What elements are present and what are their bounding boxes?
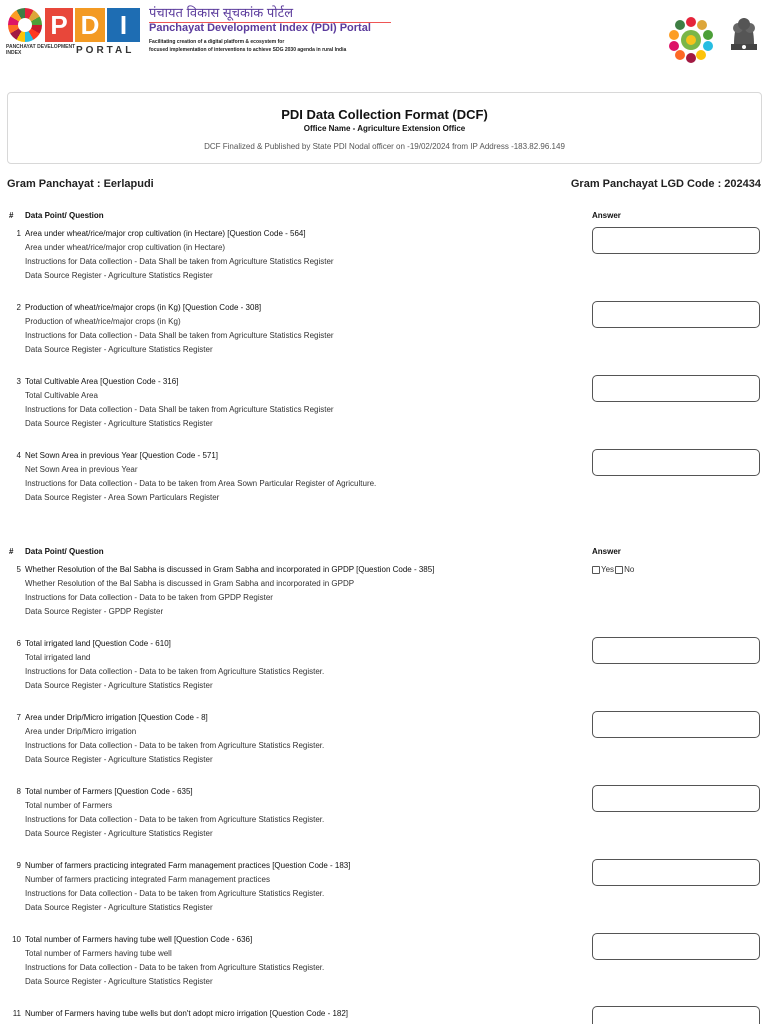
logo-letter-p: P	[45, 8, 73, 42]
question-data-source: Data Source Register - Area Sown Particulars Register	[25, 493, 220, 502]
question-description: Total Cultivable Area	[25, 391, 98, 400]
question-instructions: Instructions for Data collection - Data Shall be taken from Agriculture Statistics Register	[25, 257, 334, 266]
answer-input[interactable]	[592, 227, 760, 254]
column-answer-header: Answer	[592, 547, 621, 556]
logo-subtitle: PANCHAYAT DEVELOPMENT INDEX	[6, 44, 76, 56]
no-label: No	[624, 565, 635, 574]
question-description: Net Sown Area in previous Year	[25, 465, 138, 474]
answer-input[interactable]	[592, 449, 760, 476]
portal-hindi-title: पंचायत विकास सूचकांक पोर्टल	[149, 3, 391, 23]
question-description: Number of farmers practicing integrated Farm management practices	[25, 875, 270, 884]
question-title: Total Cultivable Area [Question Code - 316]	[25, 377, 179, 386]
answer-input[interactable]	[592, 637, 760, 664]
question-data-source: Data Source Register - Agriculture Statistics Register	[25, 345, 213, 354]
question-description: Total number of Farmers	[25, 801, 113, 810]
dcf-title: PDI Data Collection Format (DCF)	[281, 107, 488, 122]
question-description: Production of wheat/rice/major crops (in Kg)	[25, 317, 181, 326]
question-number: 1	[16, 229, 21, 238]
question-instructions: Instructions for Data collection - Data to be taken from GPDP Register	[25, 593, 273, 602]
logo-letter-i: I	[107, 8, 140, 42]
question-data-source: Data Source Register - Agriculture Statistics Register	[25, 977, 213, 986]
question-data-source: Data Source Register - Agriculture Statistics Register	[25, 903, 213, 912]
logo-letter-d: D	[75, 8, 105, 42]
question-title: Area under wheat/rice/major crop cultivation (in Hectare) [Question Code - 564]	[25, 229, 306, 238]
gram-panchayat-lgd-code: Gram Panchayat LGD Code : 202434	[570, 178, 761, 190]
question-instructions: Instructions for Data collection - Data to be taken from Agriculture Statistics Register.	[25, 667, 325, 676]
question-number: 10	[12, 935, 21, 944]
question-description: Total number of Farmers having tube well	[25, 949, 172, 958]
gram-panchayat-name: Gram Panchayat : Eerlapudi	[7, 178, 154, 190]
column-question-header: Data Point/ Question	[25, 211, 104, 220]
answer-input[interactable]	[592, 785, 760, 812]
question-number: 2	[16, 303, 21, 312]
question-title: Number of Farmers having tube wells but don't adopt micro irrigation [Question Code - 182]	[25, 1009, 349, 1018]
question-instructions: Instructions for Data collection - Data Shall be taken from Agriculture Statistics Register	[25, 405, 334, 414]
sdg-goals-icon	[666, 14, 716, 64]
question-title: Area under Drip/Micro irrigation [Question Code - 8]	[25, 713, 208, 722]
question-title: Total number of Farmers [Question Code - 635]	[25, 787, 193, 796]
answer-input[interactable]	[592, 933, 760, 960]
question-title: Production of wheat/rice/major crops (in Kg) [Question Code - 308]	[25, 303, 262, 312]
question-instructions: Instructions for Data collection - Data to be taken from Agriculture Statistics Register.	[25, 889, 325, 898]
question-title: Total irrigated land [Question Code - 610]	[25, 639, 171, 648]
question-description: Total irrigated land	[25, 653, 91, 662]
question-number: 6	[16, 639, 21, 648]
column-question-header: Data Point/ Question	[25, 547, 104, 556]
question-number: 8	[16, 787, 21, 796]
portal-subtitle-1: Facilitating creation of a digital platform & ecosystem for	[149, 39, 285, 45]
question-instructions: Instructions for Data collection - Data to be taken from Agriculture Statistics Register.	[25, 741, 325, 750]
finalized-info: DCF Finalized & Published by State PDI Nodal officer on -19/02/2024 from IP Address -183.82.96.149	[204, 142, 565, 151]
answer-input[interactable]	[592, 859, 760, 886]
question-data-source: Data Source Register - Agriculture Statistics Register	[25, 681, 213, 690]
question-instructions: Instructions for Data collection - Data to be taken from Area Sown Particular Register of Agriculture.	[25, 479, 377, 488]
question-instructions: Instructions for Data collection - Data Shall be taken from Agriculture Statistics Register	[25, 331, 334, 340]
national-emblem-icon	[727, 10, 761, 64]
portal-subtitle-2: focused implementation of interventions to achieve SDG 2030 agenda in rural India	[149, 47, 347, 53]
question-title: Whether Resolution of the Bal Sabha is discussed in Gram Sabha and incorporated in GPDP [Question Code - 385]	[25, 565, 435, 574]
no-checkbox[interactable]	[615, 566, 623, 574]
office-name: Office Name - Agriculture Extension Office	[303, 124, 466, 133]
portal-header	[0, 0, 768, 70]
question-data-source: Data Source Register - GPDP Register	[25, 607, 164, 616]
sdg-wheel-icon	[8, 8, 42, 42]
column-hash-header: #	[9, 547, 14, 556]
yes-no-options	[592, 565, 634, 574]
question-data-source: Data Source Register - Agriculture Statistics Register	[25, 419, 213, 428]
answer-input[interactable]	[592, 301, 760, 328]
yes-checkbox[interactable]	[592, 566, 600, 574]
yes-label: Yes	[601, 565, 615, 574]
column-answer-header: Answer	[592, 211, 621, 220]
question-instructions: Instructions for Data collection - Data to be taken from Agriculture Statistics Register.	[25, 963, 325, 972]
question-number: 4	[16, 451, 21, 460]
question-description: Whether Resolution of the Bal Sabha is discussed in Gram Sabha and incorporated in GPDP	[25, 579, 355, 588]
question-number: 11	[12, 1009, 21, 1018]
question-description: Area under wheat/rice/major crop cultivation (in Hectare)	[25, 243, 226, 252]
logo-portal-text: PORTAL	[76, 45, 135, 56]
question-data-source: Data Source Register - Agriculture Statistics Register	[25, 271, 213, 280]
question-data-source: Data Source Register - Agriculture Statistics Register	[25, 829, 213, 838]
question-number: 7	[16, 713, 21, 722]
question-title: Number of farmers practicing integrated Farm management practices [Question Code - 183]	[25, 861, 351, 870]
answer-input[interactable]	[592, 1006, 760, 1024]
portal-title: Panchayat Development Index (PDI) Portal	[149, 22, 371, 34]
question-instructions: Instructions for Data collection - Data to be taken from Agriculture Statistics Register.	[25, 815, 325, 824]
column-hash-header: #	[9, 211, 14, 220]
question-data-source: Data Source Register - Agriculture Statistics Register	[25, 755, 213, 764]
dcf-title-card	[7, 92, 762, 164]
question-title: Total number of Farmers having tube well [Question Code - 636]	[25, 935, 253, 944]
question-number: 3	[16, 377, 21, 386]
answer-input[interactable]	[592, 375, 760, 402]
question-title: Net Sown Area in previous Year [Question Code - 571]	[25, 451, 219, 460]
answer-input[interactable]	[592, 711, 760, 738]
question-number: 9	[16, 861, 21, 870]
question-number: 5	[16, 565, 21, 574]
question-description: Area under Drip/Micro irrigation	[25, 727, 137, 736]
